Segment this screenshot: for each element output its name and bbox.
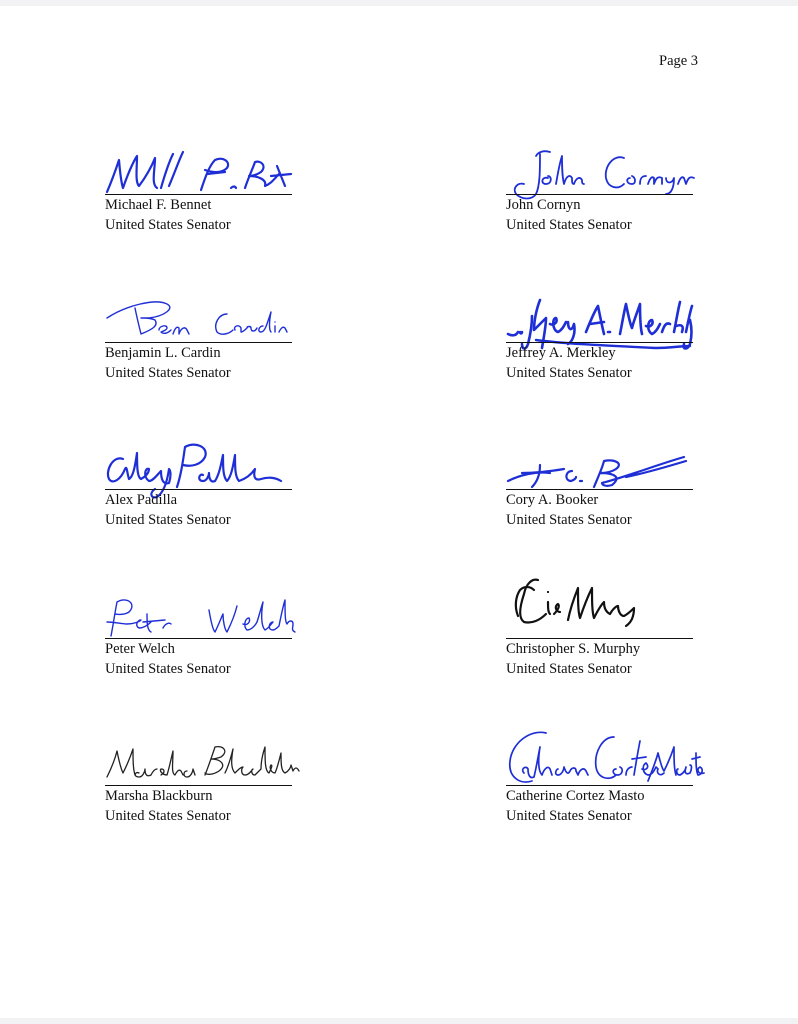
signatory-name: Alex Padilla xyxy=(105,492,178,508)
signature-line xyxy=(506,489,693,490)
signature-block-merkley xyxy=(506,296,706,386)
signature-block-cardin xyxy=(105,296,305,386)
signatory-name: Catherine Cortez Masto xyxy=(506,788,645,804)
signatory-name: Jeffrey A. Merkley xyxy=(506,345,616,361)
signature-line xyxy=(506,342,693,343)
signatory-name: Benjamin L. Cardin xyxy=(105,345,221,361)
signature-line xyxy=(506,785,693,786)
signature-line xyxy=(105,342,292,343)
signatory-name: Michael F. Bennet xyxy=(105,197,212,213)
signatory-name: Cory A. Booker xyxy=(506,492,599,508)
signature-line xyxy=(105,194,292,195)
signatory-title: United States Senator xyxy=(105,808,231,824)
signature-line xyxy=(105,638,292,639)
signatory-name: John Cornyn xyxy=(506,197,581,213)
signature-block-cornyn xyxy=(506,148,706,238)
signature-block-padilla xyxy=(105,443,305,533)
signature-block-cortez-masto xyxy=(506,739,706,829)
signatory-title: United States Senator xyxy=(105,365,231,381)
signature-line xyxy=(506,638,693,639)
page-number: Page 3 xyxy=(659,53,699,69)
signatory-title: United States Senator xyxy=(506,365,632,381)
signature-block-blackburn xyxy=(105,739,305,829)
signatory-name: Christopher S. Murphy xyxy=(506,641,641,657)
signature-line xyxy=(105,489,292,490)
signatory-name: Peter Welch xyxy=(105,641,175,657)
signature-line xyxy=(105,785,292,786)
signature-block-bennet xyxy=(105,148,305,238)
signatory-title: United States Senator xyxy=(506,808,632,824)
document-page xyxy=(0,6,798,1018)
signatory-title: United States Senator xyxy=(105,217,231,233)
signatory-title: United States Senator xyxy=(506,217,632,233)
signature-line xyxy=(506,194,693,195)
signatory-title: United States Senator xyxy=(105,661,231,677)
signature-block-murphy xyxy=(506,592,706,682)
signature-block-welch xyxy=(105,592,305,682)
signature-block-booker xyxy=(506,443,706,533)
signatory-title: United States Senator xyxy=(506,661,632,677)
signatory-name: Marsha Blackburn xyxy=(105,788,213,804)
signatory-title: United States Senator xyxy=(506,512,632,528)
signatory-title: United States Senator xyxy=(105,512,231,528)
